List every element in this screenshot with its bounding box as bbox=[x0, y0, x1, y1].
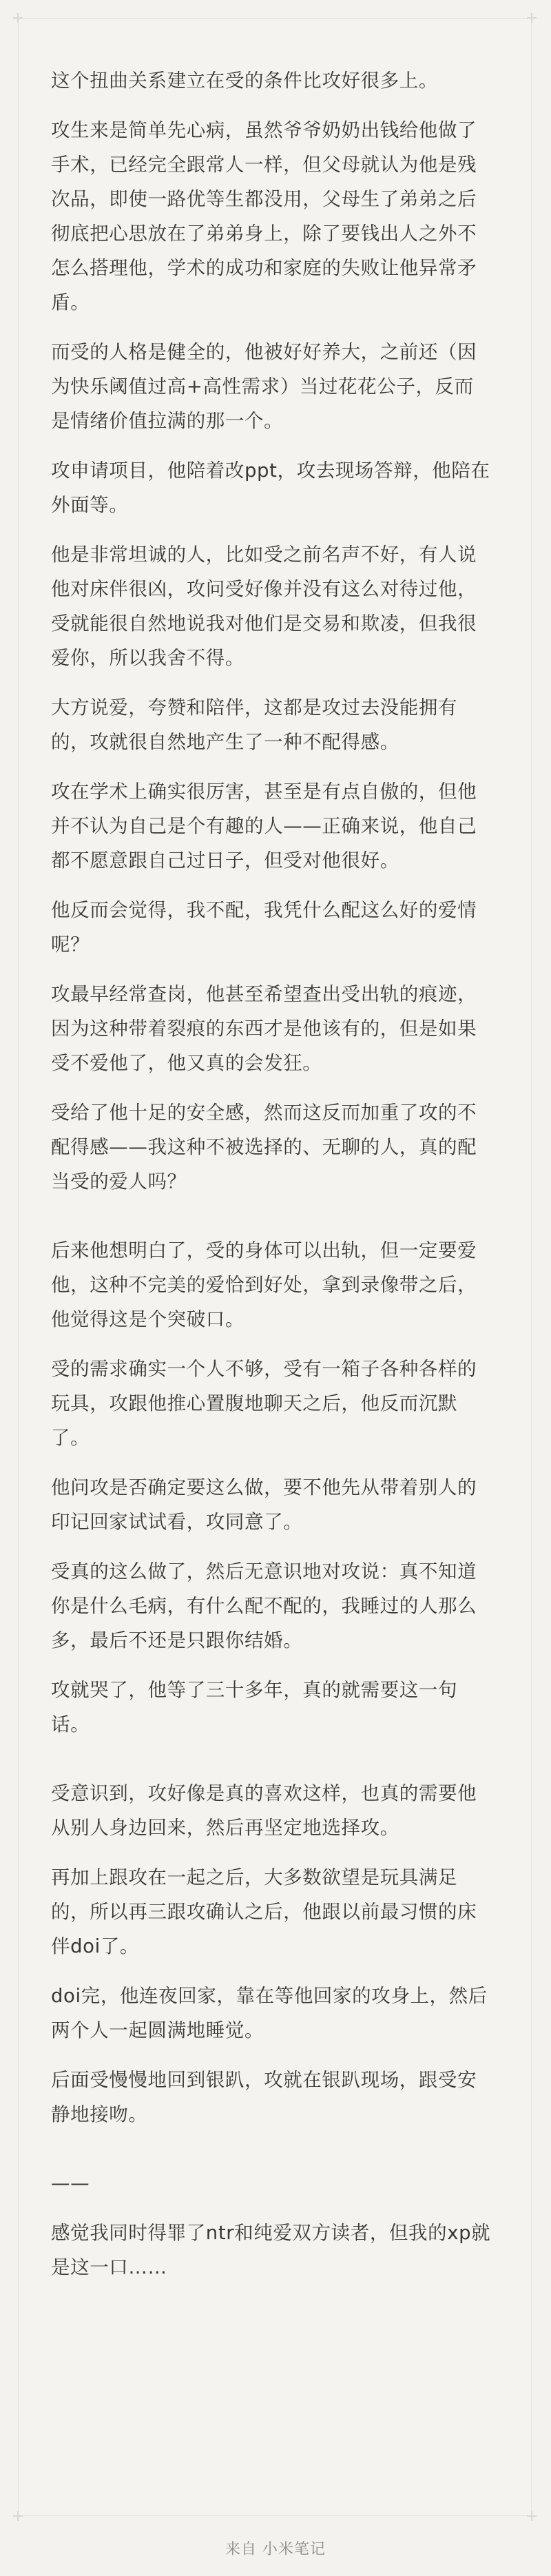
paragraph: 受真的这么做了，然后无意识地对攻说：真不知道你是什么毛病，有什么配不配的，我睡过的人那么多，最后不还是只跟你结婚。 bbox=[51, 1560, 477, 1651]
paragraph: 感觉我同时得罪了ntr和纯爱双方读者，但我的xp就是这一口…… bbox=[51, 2222, 491, 2278]
paragraph: 受的需求确实一个人不够，受有一箱子各种各样的玩具，攻跟他推心置腹地聊天之后，他反而沉默了。 bbox=[51, 1358, 477, 1449]
paragraph: 后来他想明白了，受的身体可以出轨，但一定要爱他，这种不完美的爱恰到好处，拿到录像带之后，他觉得这是个突破口。 bbox=[51, 1239, 477, 1330]
corner-ornament bbox=[13, 2511, 23, 2521]
paragraph: 他问攻是否确定要这么做，要不他先从带着别人的印记回家试试看，攻同意了。 bbox=[51, 1476, 477, 1533]
corner-ornament bbox=[527, 13, 537, 23]
paragraph: 他是非常坦诚的人，比如受之前名声不好，有人说他对床伴很凶，攻问受好像并没有这么对待过他，受就能很自然地说我对他们是交易和欺凌，但我很爱你，所以我舍不得。 bbox=[51, 544, 477, 669]
paragraph: 攻最早经常查岗，他甚至希望查出受出轨的痕迹，因为这种带着裂痕的东西才是他该有的，但是如果受不爱他了，他又真的会发狂。 bbox=[51, 983, 477, 1074]
paragraph: 攻就哭了，他等了三十多年，真的就需要这一句话。 bbox=[51, 1679, 458, 1735]
paragraph: 这个扭曲关系建立在受的条件比攻好很多上。 bbox=[51, 70, 438, 92]
paragraph: 攻生来是简单先心病，虽然爷爷奶奶出钱给他做了手术，已经完全跟常人一样，但父母就认为他是残次品，即使一路优等生都没用，父母生了弟弟之后彻底把心思放在了弟弟身上，除了要钱出人之外不怎么搭理他，学术的成功和家庭的失败让他异常矛盾。 bbox=[51, 119, 477, 313]
paragraph: 他反而会觉得，我不配，我凭什么配这么好的爱情呢？ bbox=[51, 899, 477, 956]
paragraph: 而受的人格是健全的，他被好好养大，之前还（因为快乐阈值过高+高性需求）当过花花公子，反而是情绪价值拉满的那一个。 bbox=[51, 341, 477, 432]
corner-ornament bbox=[13, 13, 23, 23]
paragraph: 后面受慢慢地回到银趴，攻就在银趴现场，跟受安静地接吻。 bbox=[51, 2069, 477, 2125]
paragraph: 再加上跟攻在一起之后，大多数欲望是玩具满足的，所以再三跟攻确认之后，他跟以前最习惯的床伴doi了。 bbox=[51, 1866, 477, 1957]
paragraph: doi完，他连夜回家，靠在等他回家的攻身上，然后两个人一起圆满地睡觉。 bbox=[51, 1985, 488, 2041]
corner-ornament bbox=[527, 2511, 537, 2521]
paragraph: 受意识到，攻好像是真的喜欢这样，也真的需要他从别人身边回来，然后再坚定地选择攻。 bbox=[51, 1782, 477, 1839]
paragraph: 大方说爱，夸赞和陪伴，这都是攻过去没能拥有的，攻就很自然地产生了一种不配得感。 bbox=[51, 697, 458, 753]
paragraph: 攻在学术上确实很厉害，甚至是有点自傲的，但他并不认为自己是个有趣的人——正确来说，他自己都不愿意跟自己过日子，但受对他很好。 bbox=[51, 781, 477, 872]
paragraph: 攻申请项目，他陪着改ppt，攻去现场答辩，他陪在外面等。 bbox=[51, 460, 490, 516]
divider-dash: —— bbox=[51, 2172, 90, 2194]
note-body bbox=[51, 63, 492, 2300]
paragraph: 受给了他十足的安全感，然而这反而加重了攻的不配得感——我这种不被选择的、无聊的人，真的配当受的爱人吗？ bbox=[51, 1102, 477, 1193]
source-footer: 来自 小米笔记 bbox=[225, 2541, 326, 2558]
